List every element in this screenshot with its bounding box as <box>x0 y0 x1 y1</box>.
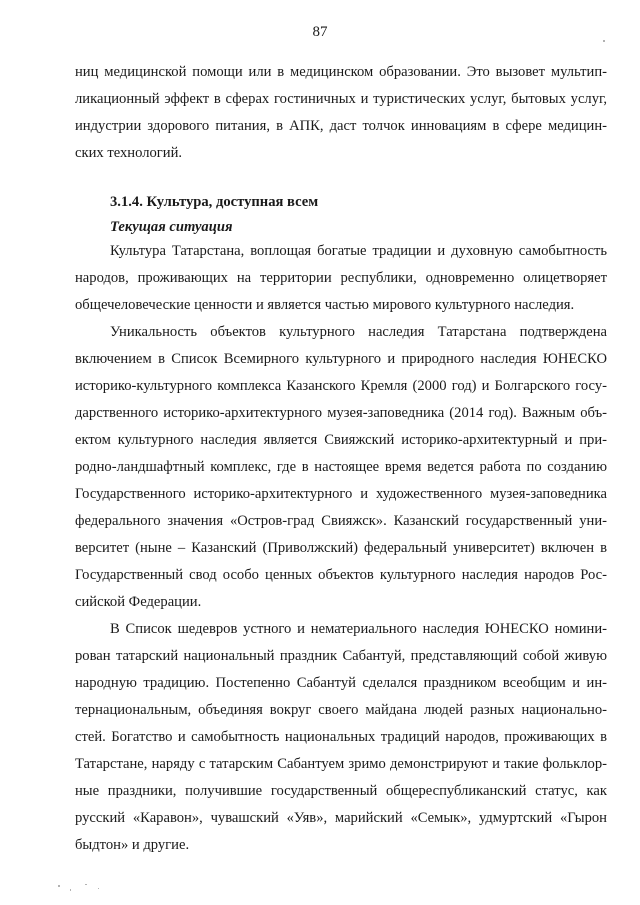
text-line: Татарстане, наряду с татарским Сабантуем зримо демонстрируют и такие фольклор- <box>75 756 607 772</box>
text-line: народов, проживающих на территории республики, одновременно олицетворяет <box>75 270 607 286</box>
text-line: ликационный эффект в сферах гостиничных и туристических услуг, бытовых услуг, <box>75 91 607 107</box>
text-line: ектом культурного наследия является Свияжский историко-архитектурный и при- <box>75 432 607 448</box>
scan-speck <box>85 884 87 885</box>
scan-speck <box>98 888 99 889</box>
text-line: сийской Федерации. <box>75 594 202 610</box>
text-line: Государственный свод особо ценных объектов культурного наследия народов Рос- <box>75 567 607 583</box>
scan-speck <box>70 889 71 891</box>
scan-speck <box>603 40 605 42</box>
text-line: ные праздники, получившие государственный общереспубликанский статус, как <box>75 783 607 799</box>
text-line: общечеловеческие ценности и является частью мирового культурного наследия. <box>75 297 575 313</box>
subheading: Текущая ситуация <box>110 219 233 235</box>
text-line: родно-ландшафтный комплекс, где в настоящее время ведется работа по созданию <box>75 459 607 475</box>
text-line: рован татарский национальный праздник Сабантуй, представляющий собой живую <box>75 648 607 664</box>
text-line: Культура Татарстана, воплощая богатые традиции и духовную самобытность <box>110 243 607 259</box>
text-line: народную традицию. Постепенно Сабантуй сделался праздником всеобщим и ин- <box>75 675 607 691</box>
text-line: историко-культурного комплекса Казанского Кремля (2000 год) и Болгарского госу- <box>75 378 607 394</box>
text-line: индустрии здорового питания, в АПК, даст толчок инновациям в сфере медицин- <box>75 118 607 134</box>
text-line: тернациональным, объединяя вокруг своего майдана людей разных национально- <box>75 702 607 718</box>
text-line: В Список шедевров устного и нематериального наследия ЮНЕСКО номини- <box>110 621 607 637</box>
text-line: ниц медицинской помощи или в медицинском образовании. Это вызовет мультип- <box>75 64 607 80</box>
text-line: Государственного историко-архитектурного и художественного музея-заповедника <box>75 486 607 502</box>
section-heading: 3.1.4. Культура, доступная всем <box>110 194 319 210</box>
text-line: быдтон» и другие. <box>75 837 190 853</box>
scan-speck <box>58 885 60 887</box>
text-line: ских технологий. <box>75 145 183 161</box>
page-number: 87 <box>312 24 328 40</box>
text-line: верситет (ныне – Казанский (Приволжский) федеральный университет) включен в <box>75 540 607 556</box>
text-line: Уникальность объектов культурного наследия Татарстана подтверждена <box>110 324 607 340</box>
text-line: федерального значения «Остров-град Свияжск». Казанский государственный уни- <box>75 513 607 529</box>
text-line: дарственного историко-архитектурного музея-заповедника (2014 год). Важным объ- <box>75 405 607 421</box>
text-line: русский «Каравон», чувашский «Уяв», марийский «Семык», удмуртский «Гырон <box>75 810 607 826</box>
text-line: стей. Богатство и самобытность национальных традиций народов, проживающих в <box>75 729 607 745</box>
text-line: включением в Список Всемирного культурного и природного наследия ЮНЕСКО <box>75 351 607 367</box>
